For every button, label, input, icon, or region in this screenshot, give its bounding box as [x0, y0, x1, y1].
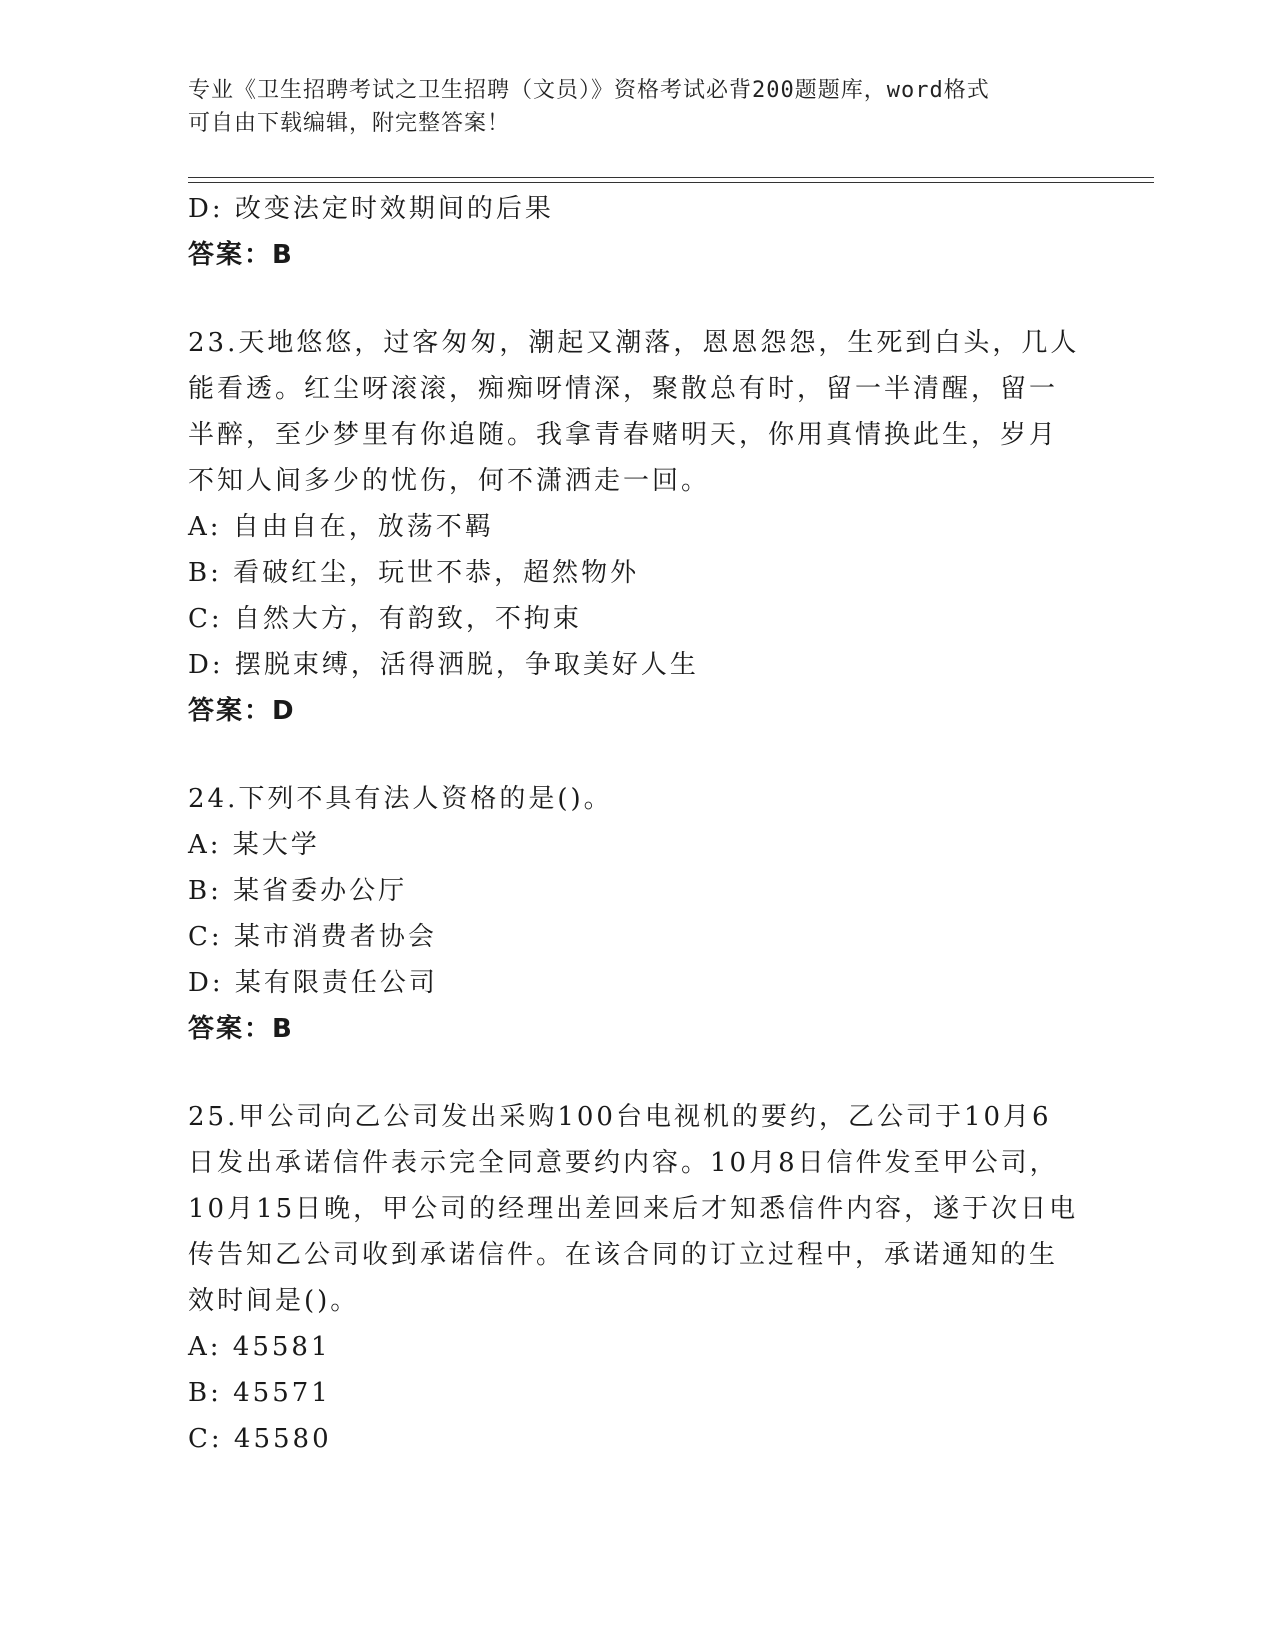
- option-d: D: 改变法定时效期间的后果: [188, 194, 554, 224]
- option-c: C: 某市消费者协会: [188, 922, 437, 952]
- document-header: [188, 74, 1068, 140]
- question-stem-line: 效时间是()。: [188, 1286, 360, 1316]
- header-divider-bottom: [188, 182, 1154, 183]
- header-line-1: 专业《卫生招聘考试之卫生招聘（文员）》资格考试必背200题题库，word格式: [188, 78, 990, 103]
- question-stem-line: 能看透。红尘呀滚滚，痴痴呀情深，聚散总有时，留一半清醒，留一: [188, 374, 1059, 404]
- document-body: [188, 186, 1088, 1462]
- question-stem-line: 传告知乙公司收到承诺信件。在该合同的订立过程中，承诺通知的生: [188, 1240, 1059, 1270]
- question-stem-line: 24.下列不具有法人资格的是()。: [188, 784, 613, 814]
- option-d: D: 摆脱束缚，活得洒脱，争取美好人生: [188, 650, 699, 680]
- option-b: B: 某省委办公厅: [188, 876, 408, 906]
- option-b: B: 45571: [188, 1378, 331, 1408]
- question-25: [188, 1094, 1088, 1462]
- question-stem-line: 日发出承诺信件表示完全同意要约内容。10月8日信件发至甲公司，: [188, 1148, 1059, 1178]
- answer-line: 答案：B: [188, 240, 294, 270]
- question-stem-line: 半醉，至少梦里有你追随。我拿青春赌明天，你用真情换此生，岁月: [188, 420, 1059, 450]
- question-stem-line: 23.天地悠悠，过客匆匆，潮起又潮落，恩恩怨怨，生死到白头，几人: [188, 328, 1080, 358]
- option-d: D: 某有限责任公司: [188, 968, 438, 998]
- question-22: [188, 186, 1088, 278]
- question-stem-line: 不知人间多少的忧伤，何不潇洒走一回。: [188, 466, 711, 496]
- header-line-2: 可自由下载编辑，附完整答案！: [188, 111, 511, 136]
- header-divider-top: [188, 177, 1154, 178]
- option-a: A: 某大学: [188, 830, 320, 860]
- option-b: B: 看破红尘，玩世不恭，超然物外: [188, 558, 640, 588]
- answer-line: 答案：D: [188, 696, 296, 726]
- option-a: A: 自由自在，放荡不羁: [188, 512, 494, 542]
- question-23: [188, 320, 1088, 734]
- option-c: C: 自然大方，有韵致，不拘束: [188, 604, 582, 634]
- answer-line: 答案：B: [188, 1014, 294, 1044]
- question-stem-line: 25.甲公司向乙公司发出采购100台电视机的要约，乙公司于10月6: [188, 1102, 1052, 1132]
- option-a: A: 45581: [188, 1332, 331, 1362]
- question-stem-line: 10月15日晚，甲公司的经理出差回来后才知悉信件内容，遂于次日电: [188, 1194, 1079, 1224]
- question-24: [188, 776, 1088, 1052]
- option-c: C: 45580: [188, 1424, 332, 1454]
